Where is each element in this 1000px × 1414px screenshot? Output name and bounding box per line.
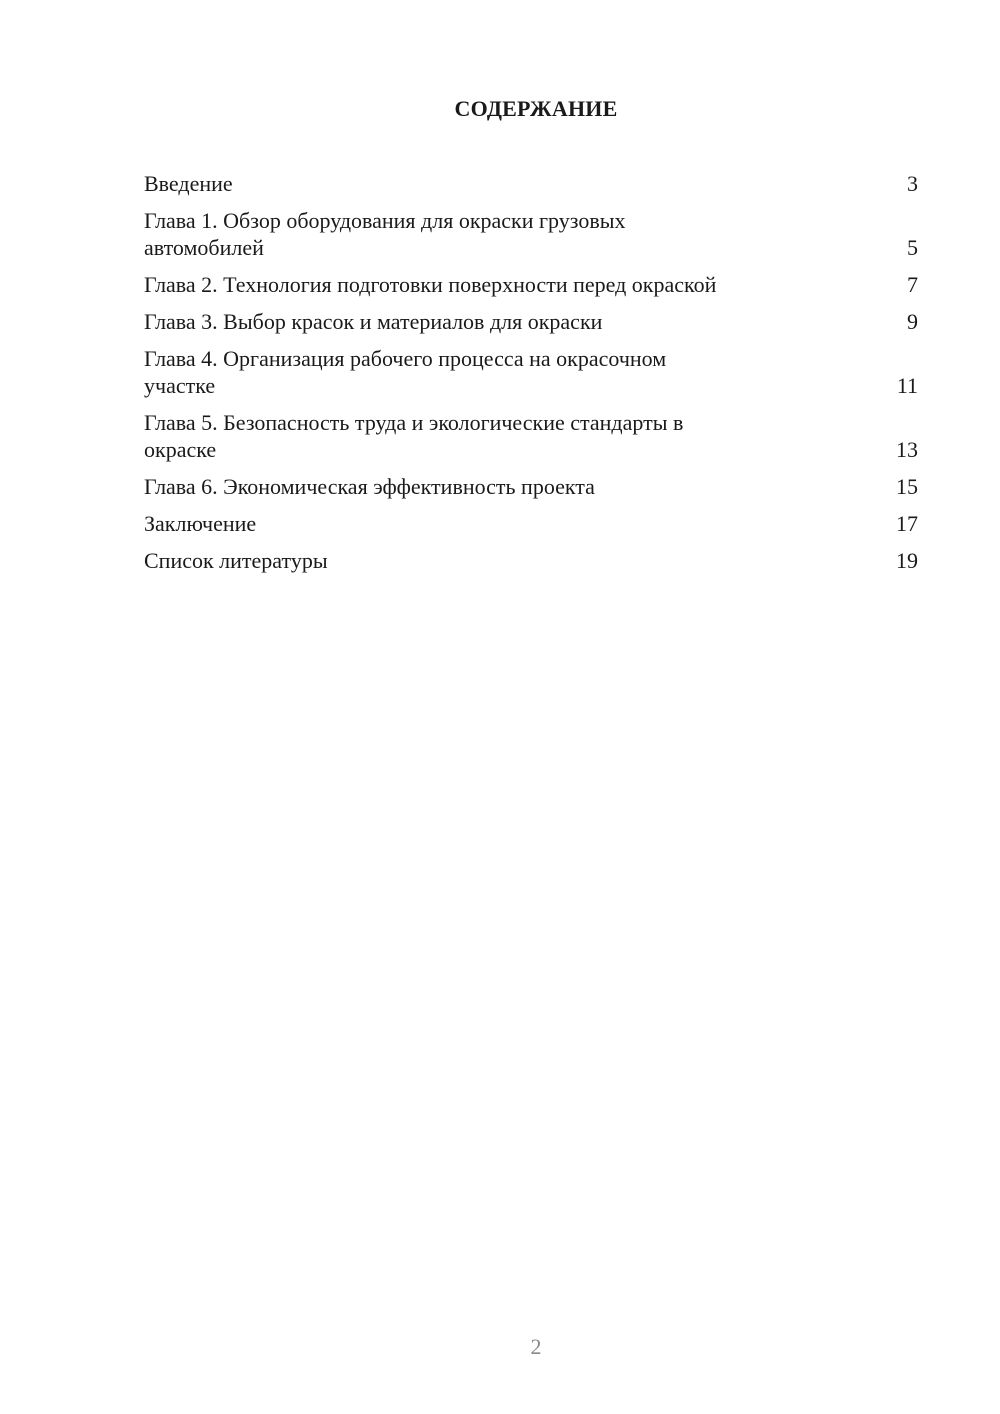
toc-entry-chapter-5[interactable] xyxy=(144,409,918,463)
toc-entry-page-number: 15 xyxy=(896,474,918,499)
toc-entry-text xyxy=(144,510,256,537)
toc-entry-line: Глава 5. Безопасность труда и экологические стандарты в xyxy=(144,410,684,435)
table-of-contents xyxy=(144,170,918,584)
toc-entry-bibliography[interactable] xyxy=(144,547,918,574)
page-title: СОДЕРЖАНИЕ xyxy=(454,96,618,121)
toc-entry-line: Глава 6. Экономическая эффективность проекта xyxy=(144,474,595,499)
toc-entry-line: Глава 1. Обзор оборудования для окраски грузовых xyxy=(144,208,626,233)
page-footer-number: 2 xyxy=(530,1334,542,1359)
toc-entry-page-number: 19 xyxy=(896,548,918,573)
toc-entry-page-number: 17 xyxy=(896,511,918,536)
toc-entry-chapter-3[interactable] xyxy=(144,308,918,335)
toc-entry-line: Глава 2. Технология подготовки поверхности перед окраской xyxy=(144,272,717,297)
toc-entry-page-number: 9 xyxy=(907,309,918,334)
toc-entry-chapter-6[interactable] xyxy=(144,473,918,500)
toc-entry-text xyxy=(144,207,626,261)
toc-entry-page-number: 3 xyxy=(907,171,918,196)
toc-entry-line-continued: автомобилей xyxy=(144,235,264,260)
toc-entry-text xyxy=(144,308,602,335)
toc-entry-text xyxy=(144,271,716,298)
toc-entry-text xyxy=(144,345,666,399)
toc-entry-page-number: 7 xyxy=(907,272,918,297)
toc-entry-line: Глава 3. Выбор красок и материалов для окраски xyxy=(144,309,603,334)
toc-entry-line: Глава 4. Организация рабочего процесса на окрасочном xyxy=(144,346,667,371)
toc-entry-chapter-2[interactable] xyxy=(144,271,918,298)
toc-entry-conclusion[interactable] xyxy=(144,510,918,537)
toc-entry-text xyxy=(144,473,595,500)
toc-entry-line: Заключение xyxy=(144,511,257,536)
toc-entry-page-number: 11 xyxy=(896,373,918,398)
toc-entry-line: Введение xyxy=(144,171,233,196)
toc-entry-page-number: 13 xyxy=(896,437,918,462)
toc-entry-line-continued: участке xyxy=(144,373,216,398)
toc-entry-line: Список литературы xyxy=(144,548,328,573)
toc-entry-page-number: 5 xyxy=(907,235,918,260)
toc-entry-line-continued: окраске xyxy=(144,437,217,462)
toc-entry-text xyxy=(144,547,328,574)
toc-entry-chapter-1[interactable] xyxy=(144,207,918,261)
toc-entry-introduction[interactable] xyxy=(144,170,918,197)
toc-entry-text xyxy=(144,409,683,463)
toc-entry-chapter-4[interactable] xyxy=(144,345,918,399)
toc-entry-text xyxy=(144,170,233,197)
